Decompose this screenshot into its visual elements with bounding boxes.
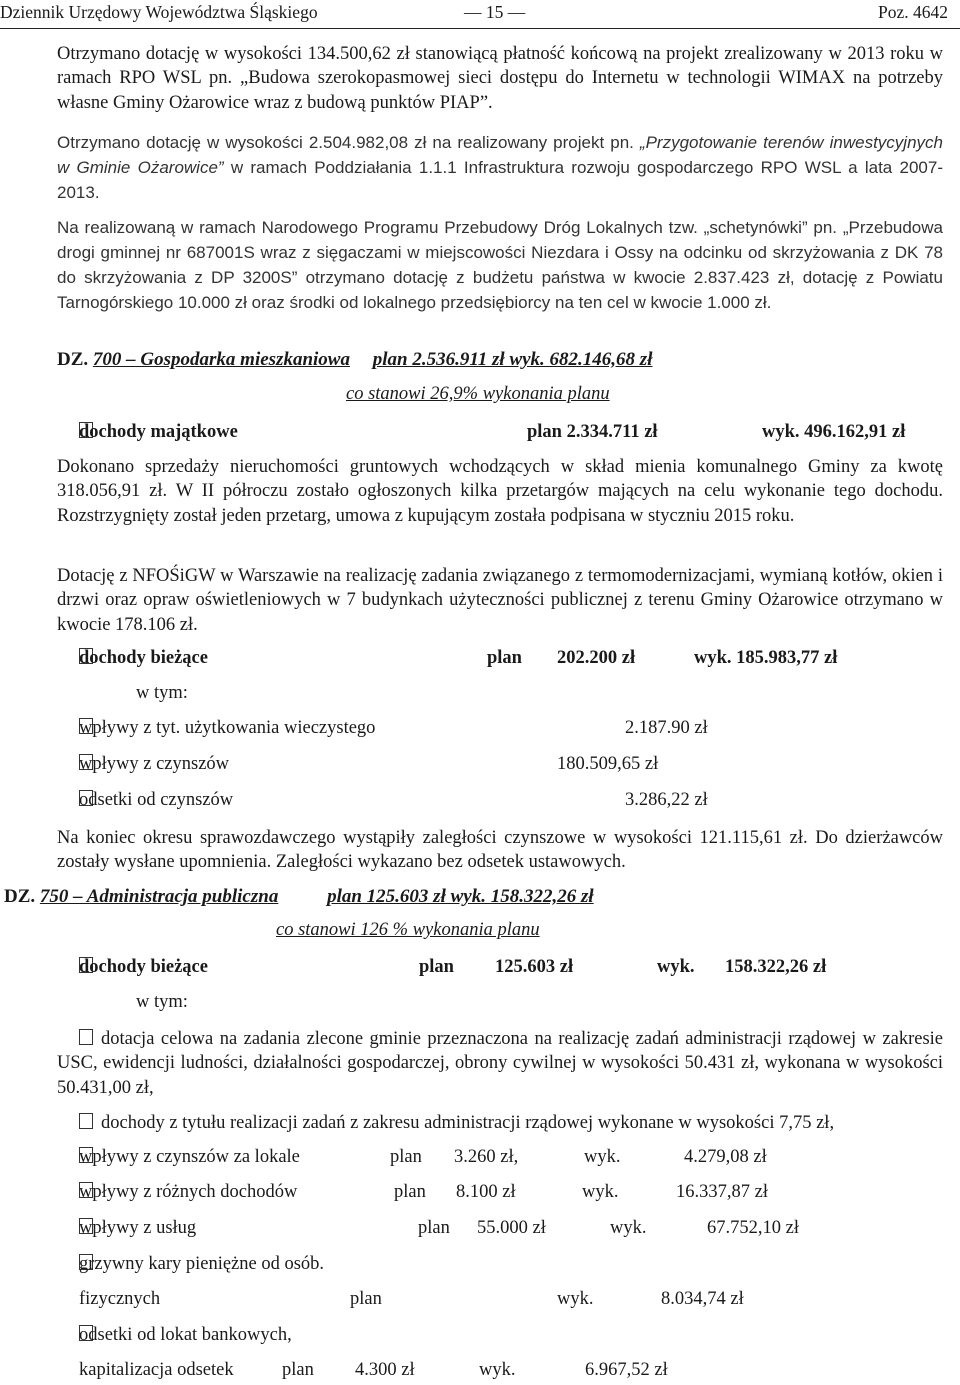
row-wyk: 158.322,26 zł xyxy=(725,957,827,977)
section-title: 750 – Administracja publiczna xyxy=(39,886,279,907)
section-plan: plan 2.536.911 zł wyk. 682.146,68 zł xyxy=(372,349,653,370)
row-plan-word: plan xyxy=(418,1218,450,1238)
paragraph-tereny-text-a: Otrzymano dotację w wysokości 2.504.982,08 zł na realizowany projekt pn. xyxy=(57,133,640,152)
w-tym-label: w tym: xyxy=(136,683,188,703)
row-label-text: wpływy z usług xyxy=(79,1218,197,1238)
row-plan: 3.260 zł, xyxy=(454,1147,519,1167)
section-prefix: DZ. xyxy=(57,349,89,370)
row-wyk-word: wyk. xyxy=(479,1360,516,1380)
checkbox-icon xyxy=(79,1113,93,1129)
section-prefix: DZ. xyxy=(4,886,36,907)
row-wyk-word: wyk. xyxy=(582,1182,619,1202)
paragraph-wimax: Otrzymano dotację w wysokości 134.500,62 zł stanowiącą płatność końcową na projekt zrealizowany w 2013 roku w ramach RPO WSL pn. „Budowa szerokopasmowej sieci dostępu do Internetu w technologii WIMAX na potrzeby własne Gminy Ożarowice wraz z budową punktów PIAP”. xyxy=(57,44,943,113)
row-label-text: dochody bieżące xyxy=(79,648,208,668)
row-label-text: odsetki od czynszów xyxy=(79,790,234,810)
list-item xyxy=(57,1254,960,1278)
paragraph-tereny-text-c: w ramach Poddziałania 1.1.1 Infrastruktura rozwoju gospodarczego RPO WSL a lata 2007-2013. xyxy=(57,158,943,202)
section-plan: plan 125.603 zł wyk. 158.322,26 zł xyxy=(327,886,594,907)
row-label: fizycznych xyxy=(79,1289,161,1309)
row-dochody-majatkowe xyxy=(57,422,960,446)
section-700-execution: co stanowi 26,9% wykonania planu xyxy=(346,384,610,404)
paragraph-dotacja-celowa xyxy=(57,1027,943,1100)
row-wyk: 16.337,87 zł xyxy=(676,1182,768,1202)
page-number: — 15 — xyxy=(464,2,526,22)
row-plan: 55.000 zł xyxy=(477,1218,546,1238)
row-plan: plan 2.334.711 zł xyxy=(527,422,658,442)
section-heading-750 xyxy=(4,886,594,908)
journal-title: Dziennik Urzędowy Województwa Śląskiego xyxy=(0,2,318,22)
row-label-text: wpływy z czynszów xyxy=(79,754,230,774)
w-tym-label: w tym: xyxy=(136,992,188,1012)
row-plan-word: plan xyxy=(487,648,522,668)
row-wyk-word: wyk. xyxy=(657,957,695,977)
row-label: kapitalizacja odsetek xyxy=(79,1360,234,1380)
list-item xyxy=(57,1325,960,1349)
row-label-text: grzywny kary pieniężne od osób. xyxy=(79,1254,325,1274)
row-wyk: 8.034,74 zł xyxy=(661,1289,744,1309)
list-item xyxy=(57,1147,960,1171)
row-plan: 8.100 zł xyxy=(456,1182,516,1202)
row-plan: 202.200 zł xyxy=(557,648,636,668)
row-plan-word: plan xyxy=(282,1360,314,1380)
row-label-text: dochody majątkowe xyxy=(79,422,238,442)
row-plan: 125.603 zł xyxy=(495,957,574,977)
row-plan-word: plan xyxy=(419,957,454,977)
row-wyk: 6.967,52 zł xyxy=(585,1360,668,1380)
list-item xyxy=(57,1218,960,1242)
row-dochody-biezace-700 xyxy=(57,648,960,672)
row-label-text: wpływy z czynszów za lokale xyxy=(79,1147,300,1167)
section-title: 700 – Gospodarka mieszkaniowa xyxy=(92,349,350,370)
paragraph-zadania-rzadowe xyxy=(79,1111,943,1135)
row-label-text: wpływy z tyt. użytkowania wieczystego xyxy=(79,718,376,738)
paragraph-dotacja-celowa-text: dotacja celowa na zadania zlecone gminie przeznaczona na realizację zadań administracji rządowej w zakresie USC, ewidencji ludności, działalności gospodarczej, obrony cywilnej w wysokości 50.431 zł, wykonana w wysokości 50.431,00 zł, xyxy=(57,1029,943,1098)
row-plan-word: plan xyxy=(390,1147,422,1167)
row-wyk-word: wyk. xyxy=(584,1147,621,1167)
row-wyk-word: wyk. xyxy=(557,1289,594,1309)
row-wyk: 67.752,10 zł xyxy=(707,1218,799,1238)
page-header xyxy=(0,0,960,29)
section-750-execution: co stanowi 126 % wykonania planu xyxy=(276,920,540,940)
list-item xyxy=(57,790,960,814)
row-label-text: wpływy z różnych dochodów xyxy=(79,1182,298,1202)
row-wyk: wyk. 185.983,77 zł xyxy=(694,648,838,668)
row-label-text: odsetki od lokat bankowych, xyxy=(79,1325,292,1345)
row-value: 3.286,22 zł xyxy=(625,790,708,810)
row-wyk: wyk. 496.162,91 zł xyxy=(762,422,906,442)
row-label-text: dochody bieżące xyxy=(79,957,208,977)
paragraph-schetynowki: Na realizowaną w ramach Narodowego Programu Przebudowy Dróg Lokalnych tzw. „schetynówki” pn. „Przebudowa drogi gminnej nr 687001S wraz z sięgaczami w miejscowości Niezdara i Ossy na odcinku od skrzyżowania z DK 78 do skrzyżowania z DP 3200S” otrzymano dotację z budżetu państwa w kwocie 2.837.423 zł, dotację z Powiatu Tarnogórskiego 10.000 zł oraz środki od lokalnego przedsiębiorcy na ten cel w kwocie 1.000 zł. xyxy=(57,218,943,312)
row-value: 2.187.90 zł xyxy=(625,718,708,738)
row-plan: 4.300 zł xyxy=(355,1360,415,1380)
paragraph-zaleglosci: Na koniec okresu sprawozdawczego wystąpiły zaległości czynszowe w wysokości 121.115,61 zł. Do dzierżawców zostały wysłane upomnienia. Zaległości wykazano bez odsetek ustawowych. xyxy=(57,828,943,873)
paragraph-zadania-rzadowe-text: dochody z tytułu realizacji zadań z zakresu administracji rządowej wykonane w wysokości 7,75 zł, xyxy=(101,1113,835,1133)
project-name: „Przygotowanie terenów inwestycyjnych w Gminie Ożarowice” xyxy=(57,133,943,177)
row-wyk-word: wyk. xyxy=(610,1218,647,1238)
list-item-continuation xyxy=(57,1289,960,1313)
list-item xyxy=(57,754,960,778)
row-wyk: 4.279,08 zł xyxy=(684,1147,767,1167)
row-plan-word: plan xyxy=(350,1289,382,1309)
section-heading-700 xyxy=(57,349,652,371)
paragraph-nfosigw: Dotację z NFOŚiGW w Warszawie na realizację zadania związanego z termomodernizacjami, wymianą kotłów, okien i drzwi oraz opraw oświetleniowych w 7 budynkach użyteczności publicznej z terenu Gminy Ożarowice otrzymano w kwocie 178.106 zł. xyxy=(57,566,943,635)
row-plan-word: plan xyxy=(394,1182,426,1202)
list-item xyxy=(57,718,960,742)
paragraph-sprzedaz: Dokonano sprzedaży nieruchomości gruntowych wchodzących w skład mienia komunalnego Gminy za kwotę 318.056,91 zł. W II półroczu zostało ogłoszonych kilka przetargów mających na celu wykonanie tego dochodu. Rozstrzygnięty został jeden przetarg, umowa z kupującym została podpisana w styczniu 2015 roku. xyxy=(57,457,943,526)
paragraph-tereny xyxy=(57,130,943,205)
checkbox-icon xyxy=(79,1029,93,1045)
row-dochody-biezace-750 xyxy=(57,957,960,981)
list-item xyxy=(57,1182,960,1206)
row-value: 180.509,65 zł xyxy=(557,754,659,774)
list-item-continuation xyxy=(57,1360,960,1384)
position-number: Poz. 4642 xyxy=(878,2,948,22)
